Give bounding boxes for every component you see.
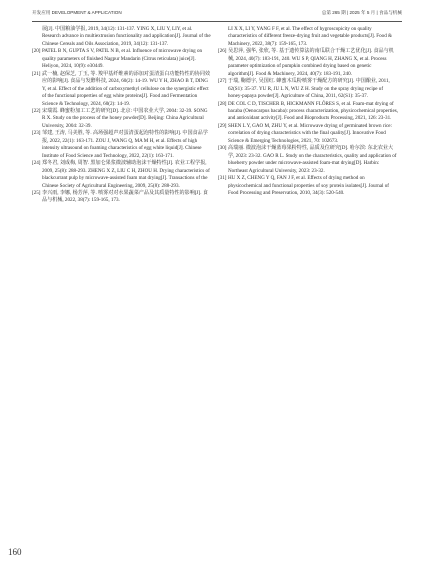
reference-number: [25]	[32, 189, 41, 196]
reference-text: 李兴雨, 李娜, 杨芳萍, 等. 喷雾对对水果蔬菜产品及其质量特性的影响[J]. 食品与机械, 2022, 38(7): 159-165, 173.	[42, 189, 208, 204]
reference-number: [24]	[32, 160, 41, 167]
reference-text: SHEN L Y, GAO M, ZHU Y, et al. Microwave drying of germinated brown rice: correlation of drying characteristics with the final quality[J]. Innovative Food Science & Emerging Technologies, 2021, 70: 102673.	[228, 122, 392, 144]
reference-text: HU X Z, CHENG Y Q, FAN J F, et al. Effects of drying method on physicochemical and functional properties of soy protein isolates[J]. Journal of Food Processing and Preservation, 2010, 34(3): 520-540.	[228, 175, 389, 196]
reference-number: [31]	[218, 175, 227, 182]
running-header	[32, 10, 402, 20]
reference-entry	[218, 175, 398, 197]
reference-number: [27]	[218, 78, 227, 85]
reference-number: [28]	[218, 100, 227, 107]
header-left: 开发应用 DEVELOPMENT & APPLICATION	[32, 10, 122, 15]
reference-entry	[32, 71, 212, 108]
reference-text: 于瑞, 鞠德宇, 吴国红. 蜂蜜木瓜粉喷雾干燥配方的研究[J]. 中国酿业, 2011, 62(S1): 35-37. YU R, JU L N, WU Z H. Study on the spray drying recipe of honey-papaya powder[J]. Agriculture of China, 2011, 62(S1): 35-37.	[228, 78, 390, 100]
reference-entry	[32, 26, 212, 48]
reference-number: [29]	[218, 122, 227, 129]
reference-number: [23]	[32, 130, 41, 137]
reference-text: 展[J]. 中国粮油学报, 2019, 34(12): 131-137. YING X, LIU Y, LIY, et al. Research advance in multiextrusion functionality and application[J]. Journal of the Chinese Cereals and Oils Association, 2019, 34(12): 131-137.	[42, 26, 211, 47]
reference-entry	[32, 108, 212, 130]
references-left-column	[32, 26, 212, 205]
reference-text: 宋瑞霞. 蜂蜜粉加工工艺的研究[D]. 北京: 中国农业大学, 2004: 32-39. SONG R X. Study on the process of the honey powder[D]. Beijing: China Agricultural University, 2004: 32-39.	[42, 107, 208, 129]
reference-text: 高瑞丽. 微波泡沫干燥蓝莓果粉特性, 品质及位研究[D]. 哈尔滨: 东北农业大学, 2023: 23-32. GAO R L. Study on the characteristics, quality and application of blueberry powder under microwave-assisted foam-mat drying[D]. Harbin: Northeast Agricultural University, 2023: 23-32.	[228, 145, 397, 174]
reference-entry	[32, 190, 212, 205]
reference-entry	[218, 26, 398, 48]
reference-entry	[32, 130, 212, 160]
page-number: 160	[8, 547, 22, 557]
header-rule	[32, 21, 402, 22]
reference-entry	[218, 78, 398, 100]
reference-number: [26]	[218, 48, 227, 55]
reference-entry	[218, 145, 398, 175]
reference-number: [20]	[32, 48, 41, 55]
reference-text: PATEL B N, GUPTA S V, PATIL N B, et al. Influence of microwave drying on quality parameters of finished Nagpur Mandarin (Citrus reticulata) juice[J]. Heliyon, 2024, 10(9): e30449.	[42, 48, 203, 70]
reference-entry	[32, 160, 212, 190]
references-right-column	[218, 26, 398, 197]
reference-text: 郑冬君, 刘成梅, 周智. 黑加仑果浆微波辅助泡沫干燥特性[J]. 农业工程学报, 2009, 25(8): 288-293. ZHENG X Z, LIU C H, ZHOU H. Drying characteristics of blackcurrant pulp by microwave-assisted foam mat drying[J]. Transactions of the Chinese Society of Agricultural Engineering, 2009, 25(8): 288-293.	[42, 160, 210, 189]
reference-entry	[32, 48, 212, 70]
reference-text: DE COL C D, TISCHER B, HICKMANN FLÔRES S, et al. Foam-mat drying of bacaba (Oenocarpus bacaba): process characterization, physicochemical properties, and antioxidant activity[J]. Food and Bioproducts Processing, 2021, 126: 23-31.	[228, 100, 398, 122]
reference-number: [21]	[32, 70, 41, 77]
reference-text: 邹建, 王涛, 马美胜, 等. 高场强超声对蛋清蛋起泡特性的影响[J]. 中国食品学报, 2022, 22(1): 163-171. ZOU J, WANG Q, MA M H, et al. Effects of high intensity ultrasound on foaming characteristics of egg white liquid[J]. Chinese Institute of Food Science and Technology, 2022, 22(1): 163-171.	[42, 130, 208, 159]
reference-text: LI X X, LI Y, YANG F F, et al. The effect of hygroscopicity on quality characteristics of different freeze-drying fruit and vegetable products[J]. Food & Machinery, 2022, 38(7): 159-165, 173.	[228, 26, 392, 47]
reference-text: 吴思萍, 强华, 张欣, 等. 基于遗传算法的南瓜联合干燥工艺优化[J]. 食品与机械, 2024, 40(7): 183-191, 240. WU S P, QIANG H, ZHANG X, et al. Process parameter optimization of pumpkin combined drying based on genetic algorithm[J]. Food & Machinery, 2024, 40(7): 183-191, 240.	[228, 48, 394, 77]
reference-entry	[218, 123, 398, 145]
reference-number: [22]	[32, 107, 41, 114]
header-right: 总第 265 期 | 2025 年 5 月 | 食品与机械	[321, 10, 402, 15]
reference-text: 武一楠, 赵保芝, 丁玉, 等. 羧甲基纤维素的添加对蛋清蛋白功能特性的协同效应的影响[J]. 食品与发酵科技, 2024, 60(2): 14-19. WU Y H, ZHAO B T, DING Y, et al. Effect of the addition of carboxymethyl cellulose on the synergistic effect of the functional properties of egg white proteins[J]. Food and Fermentation Science & Technology, 2024, 60(2): 14-19.	[42, 70, 211, 107]
reference-entry	[218, 48, 398, 78]
reference-entry	[218, 101, 398, 123]
reference-number: [30]	[218, 145, 227, 152]
